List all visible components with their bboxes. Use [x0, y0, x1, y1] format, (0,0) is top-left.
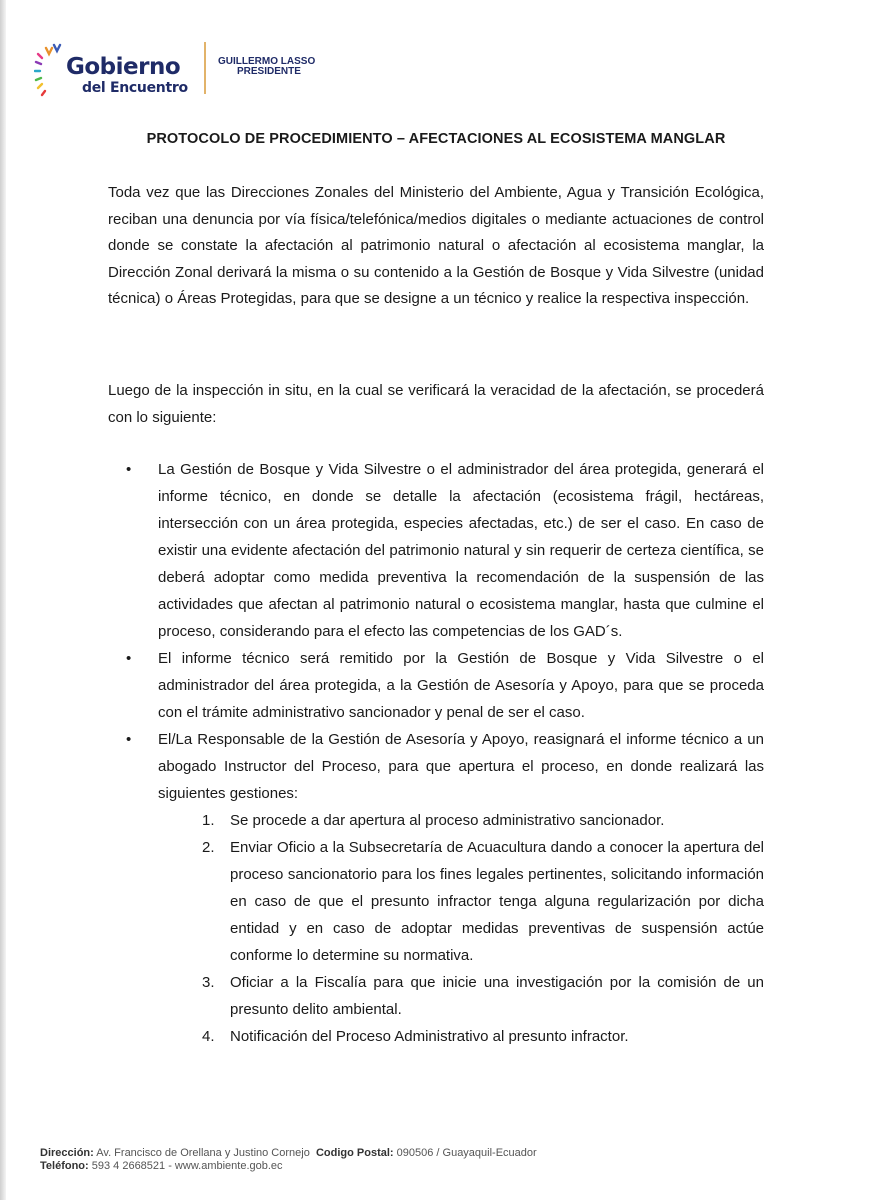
- step-number: 4.: [202, 1028, 215, 1045]
- numbered-step: [158, 807, 764, 834]
- bullet-item-reassign: [108, 726, 764, 1050]
- president-title: PRESIDENTE: [237, 66, 301, 77]
- footer-address-line: [40, 1147, 537, 1160]
- address-value: Av. Francisco de Orellana y Justino Cornejo: [96, 1147, 310, 1159]
- logo-subtitle: del Encuentro: [82, 80, 188, 96]
- bullet-symbol: •: [126, 731, 132, 748]
- numbered-step: [158, 834, 764, 969]
- bullet-text: El informe técnico será remitido por la Gestión de Bosque y Vida Silvestre o el administrador del área protegida, a la Gestión de Asesoría y Apoyo, para que se proceda con el trámite administrativo sancionador y penal de ser el caso.: [158, 650, 764, 721]
- intro-paragraph: Toda vez que las Direcciones Zonales del Ministerio del Ambiente, Agua y Transición Ecológica, reciban una denuncia por vía física/telefónica/medios digitales o mediante actuaciones de control donde se constate la afectación al patrimonio natural o afectación al ecosistema manglar, la Dirección Zonal derivará la misma o su contenido a la Gestión de Bosque y Vida Silvestre (unidad técnica) o Áreas Protegidas, para que se designe a un técnico y realice la respectiva inspección.: [108, 184, 764, 307]
- page-edge: [0, 0, 6, 1200]
- step-text: Notificación del Proceso Administrativo al presunto infractor.: [230, 1028, 629, 1045]
- phone-value: 593 4 2668521 - www.ambiente.gob.ec: [91, 1160, 283, 1172]
- footer: [40, 1147, 537, 1173]
- logo-title: Gobierno: [66, 54, 181, 80]
- address-label: Dirección:: [40, 1147, 94, 1159]
- step-number: 3.: [202, 974, 215, 991]
- step-text: Enviar Oficio a la Subsecretaría de Acuacultura dando a conocer la apertura del proceso sancionatorio para los fines legales pertinentes, solicitando información en caso de que el presunto infractor tenga alguna regularización por dicha entidad y en caso de adoptar medidas preventivas de suspensión actúe conforme lo determine su normativa.: [230, 839, 764, 964]
- step-number: 1.: [202, 812, 215, 829]
- numbered-steps-list: [158, 807, 764, 1050]
- bullet-text: La Gestión de Bosque y Vida Silvestre o el administrador del área protegida, generará el informe técnico, en donde se detalle la afectación (ecosistema frágil, hectáreas, intersección con un área protegida, especies afectadas, etc.) de ser el caso. En caso de existir una evidente afectación del patrimonio natural y sin requerir de certeza científica, se deberá adoptar como medida preventiva la recomendación de la suspensión de las actividades que afectan al patrimonio natural o ecosistema manglar, hasta que culmine el proceso, considerando para el efecto las competencias de los GAD´s.: [158, 461, 764, 640]
- letterhead: [34, 38, 394, 104]
- bullet-item-report: [108, 456, 764, 645]
- step-number: 2.: [202, 839, 215, 856]
- numbered-step: [158, 1023, 764, 1050]
- postal-value: 090506 / Guayaquil-Ecuador: [396, 1147, 537, 1159]
- footer-phone-line: [40, 1160, 537, 1173]
- bullet-symbol: •: [126, 650, 132, 667]
- bullet-item-remit: [108, 645, 764, 726]
- logo-divider: [204, 42, 206, 94]
- president-name: GUILLERMO LASSO: [218, 56, 316, 67]
- numbered-step: [158, 969, 764, 1023]
- procedure-intro-paragraph: Luego de la inspección in situ, en la cual se verificará la veracidad de la afectación, se procederá con lo siguiente:: [108, 382, 764, 426]
- document-title: PROTOCOLO DE PROCEDIMIENTO – AFECTACIONES AL ECOSISTEMA MANGLAR: [146, 131, 726, 147]
- postal-label: Codigo Postal:: [315, 1147, 394, 1159]
- gobierno-logo-icon: [34, 40, 68, 102]
- phone-label: Teléfono:: [40, 1160, 89, 1172]
- bullet-symbol: •: [126, 461, 132, 478]
- step-text: Se procede a dar apertura al proceso administrativo sancionador.: [230, 812, 665, 829]
- step-text: Oficiar a la Fiscalía para que inicie una investigación por la comisión de un presunto delito ambiental.: [230, 974, 764, 1018]
- procedure-bullet-list: [108, 456, 764, 1050]
- bullet-text: El/La Responsable de la Gestión de Asesoría y Apoyo, reasignará el informe técnico a un abogado Instructor del Proceso, para que apertura el proceso, en donde realizará las siguientes gestiones:: [158, 731, 764, 802]
